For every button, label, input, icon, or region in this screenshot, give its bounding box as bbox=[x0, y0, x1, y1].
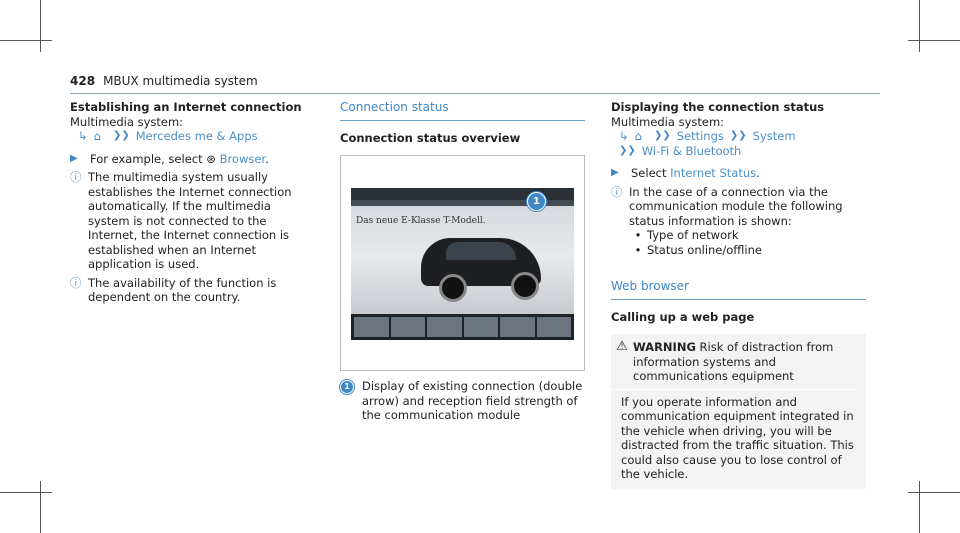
menu-path-cont bbox=[619, 144, 866, 159]
caption-badge: 1 bbox=[340, 380, 354, 394]
warning-header bbox=[611, 340, 856, 384]
bullet-text: Type of network bbox=[647, 228, 739, 242]
subheading: Connection status overview bbox=[340, 130, 521, 145]
crop-mark bbox=[908, 492, 960, 493]
crop-mark bbox=[0, 492, 52, 493]
step-suffix: . bbox=[265, 151, 269, 166]
bullet-icon: • bbox=[634, 228, 642, 242]
note-text: The multimedia system usually establishes the Internet connection automatically. If the multimedia system is not connected to the Internet, the Internet connection is established when an Internet application is used. bbox=[88, 170, 292, 271]
warning-label: WARNING bbox=[633, 340, 696, 354]
step-triangle-icon: ▶ bbox=[611, 167, 619, 178]
section-title: Web browser bbox=[611, 279, 689, 293]
warning-body: If you operate information and communication equipment integrated in the vehicle when driving, you will be distracted from the traffic situation. This could also cause you to lose control of the vehicle. bbox=[621, 394, 854, 481]
navigation-browser-icon: ⊛ bbox=[206, 151, 216, 166]
path-intro: Multimedia system: bbox=[70, 114, 184, 129]
bullet-icon: • bbox=[634, 242, 642, 257]
double-chevron-icon: ❯❯ bbox=[653, 130, 671, 141]
internet-status-link[interactable]: Internet Status bbox=[670, 166, 757, 180]
section-rule bbox=[611, 299, 866, 300]
note bbox=[70, 170, 315, 272]
step-text: For example, select bbox=[90, 151, 203, 166]
thumbnail bbox=[427, 317, 462, 337]
column-2 bbox=[340, 100, 585, 423]
path-intro: Multimedia system: bbox=[611, 114, 725, 129]
double-chevron-icon: ❯❯ bbox=[619, 144, 636, 156]
note-text: In the case of a connection via the communication module the following status information is shown: bbox=[629, 184, 843, 228]
double-chevron-icon: ❯❯ bbox=[112, 130, 130, 141]
warning-title: Risk of distraction from information systems and communications equipment bbox=[633, 340, 834, 383]
step-text: Select bbox=[631, 166, 667, 180]
header-title: MBUX multimedia system bbox=[103, 74, 258, 88]
path-item-mercedes-me[interactable]: Mercedes me & Apps bbox=[135, 129, 258, 143]
crop-mark bbox=[40, 0, 41, 52]
thumbnail bbox=[391, 317, 426, 337]
bullet-item bbox=[629, 228, 866, 243]
screen-headline: Das neue E-Klasse T-Modell. bbox=[356, 216, 486, 226]
menu-path bbox=[78, 129, 315, 144]
page-header bbox=[70, 74, 258, 88]
double-chevron-icon: ❯❯ bbox=[729, 130, 747, 141]
page-number: 428 bbox=[70, 74, 96, 88]
note bbox=[611, 185, 866, 229]
path-item-system[interactable]: System bbox=[752, 129, 796, 143]
column-3 bbox=[611, 100, 866, 489]
crop-mark bbox=[908, 40, 960, 41]
step-triangle-icon: ▶ bbox=[70, 152, 78, 164]
warning-icon: ⚠ bbox=[616, 339, 628, 354]
step bbox=[611, 166, 866, 181]
section-heading: Displaying the connection status bbox=[611, 100, 825, 114]
info-icon: ⓘ bbox=[70, 170, 82, 184]
caption-text: Display of existing connection (double arrow) and reception field strength of the communication module bbox=[362, 379, 583, 422]
path-arrow-icon: ↳ bbox=[78, 129, 88, 143]
warning-divider bbox=[611, 389, 856, 390]
menu-path bbox=[619, 129, 866, 144]
screen-figure bbox=[340, 155, 585, 371]
section-heading: Establishing an Internet connection bbox=[70, 100, 302, 114]
info-icon: ⓘ bbox=[611, 184, 623, 199]
subheading: Calling up a web page bbox=[611, 309, 755, 324]
thumbnail-strip bbox=[351, 314, 574, 340]
header-rule bbox=[70, 93, 880, 94]
home-icon[interactable]: ⌂ bbox=[634, 129, 642, 143]
step bbox=[70, 152, 315, 167]
home-icon[interactable]: ⌂ bbox=[93, 129, 101, 143]
bullet-text: Status online/offline bbox=[647, 242, 762, 257]
path-item-wifi-bluetooth[interactable]: Wi-Fi & Bluetooth bbox=[641, 143, 742, 158]
display-screenshot bbox=[351, 188, 574, 340]
section-title: Connection status bbox=[340, 100, 449, 114]
crop-mark bbox=[0, 40, 52, 41]
figure-caption bbox=[340, 379, 585, 423]
note bbox=[70, 276, 315, 305]
callout-badge: 1 bbox=[527, 192, 546, 211]
crop-mark bbox=[919, 0, 920, 52]
crop-mark bbox=[40, 481, 41, 533]
thumbnail bbox=[464, 317, 499, 337]
section-rule bbox=[340, 120, 585, 121]
car-window bbox=[446, 242, 516, 260]
warning-box bbox=[611, 334, 866, 489]
step-suffix: . bbox=[756, 166, 760, 180]
browser-link[interactable]: Browser bbox=[219, 151, 266, 166]
path-arrow-icon: ↳ bbox=[619, 129, 629, 143]
path-item-settings[interactable]: Settings bbox=[676, 129, 724, 143]
thumbnail bbox=[500, 317, 535, 337]
car-wheel bbox=[439, 274, 467, 302]
column-1 bbox=[70, 100, 315, 305]
thumbnail bbox=[354, 317, 389, 337]
thumbnail bbox=[537, 317, 572, 337]
car-wheel bbox=[511, 272, 539, 300]
info-icon: ⓘ bbox=[70, 275, 82, 290]
crop-mark bbox=[919, 481, 920, 533]
note-text: The availability of the function is dependent on the country. bbox=[88, 275, 277, 304]
bullet-item bbox=[629, 243, 866, 258]
